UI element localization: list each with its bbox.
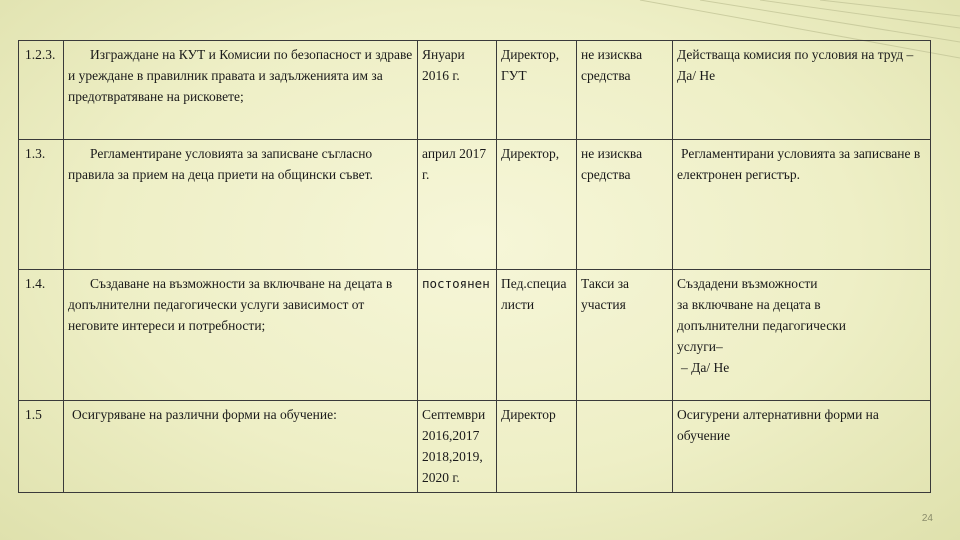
result-line: – Да/ Не: [681, 360, 730, 375]
result-cell: Регламентирани условията за записване в електронен регистър.: [673, 140, 931, 270]
activity-plan-table: [18, 40, 931, 493]
funding-cell: не изисква средства: [577, 41, 673, 140]
term-line: 2018,2019,: [422, 449, 483, 464]
row-number: 1.2.3.: [19, 41, 64, 140]
result-line: допълнителни педагогически: [677, 318, 846, 333]
table-row: [19, 401, 931, 493]
term-cell: Януари 2016 г.: [418, 41, 497, 140]
table-row: [19, 140, 931, 270]
row-number: 1.3.: [19, 140, 64, 270]
funding-cell: [577, 401, 673, 493]
responsible-cell: Директор, ГУТ: [497, 41, 577, 140]
term-line: 2020 г.: [422, 470, 460, 485]
responsible-cell: Пед.специалисти: [497, 270, 577, 401]
result-line: Създадени възможности: [677, 276, 818, 291]
table-row: [19, 270, 931, 401]
activity-cell: Създаване на възможности за включване на децата в допълнителни педагогически услуги зависимост от неговите интереси и потребности;: [64, 270, 418, 401]
responsible-cell: Директор,: [497, 140, 577, 270]
result-cell: [673, 270, 931, 401]
activity-cell: Изграждане на КУТ и Комисии по безопасност и здраве и уреждане в правилник правата и задълженията им за предотвратяване на рисковете;: [64, 41, 418, 140]
activity-cell: Регламентиране условията за записване съгласно правила за прием на деца приети на общински съвет.: [64, 140, 418, 270]
term-cell: постоянен: [418, 270, 497, 401]
term-cell: април 2017 г.: [418, 140, 497, 270]
term-line: 2016,2017: [422, 428, 480, 443]
term-cell: [418, 401, 497, 493]
row-number: 1.4.: [19, 270, 64, 401]
result-cell: Действаща комисия по условия на труд – Да/ Не: [673, 41, 931, 140]
result-cell: Осигурени алтернативни форми на обучение: [673, 401, 931, 493]
activity-cell: Осигуряване на различни форми на обучение:: [64, 401, 418, 493]
term-line: Септември: [422, 407, 486, 422]
table-row: [19, 41, 931, 140]
row-number: 1.5: [19, 401, 64, 493]
funding-cell: не изисква средства: [577, 140, 673, 270]
funding-cell: Такси за участия: [577, 270, 673, 401]
result-line: услуги–: [677, 339, 723, 354]
page-number: 24: [921, 513, 933, 524]
responsible-cell: Директор: [497, 401, 577, 493]
result-line: за включване на децата в: [677, 297, 821, 312]
